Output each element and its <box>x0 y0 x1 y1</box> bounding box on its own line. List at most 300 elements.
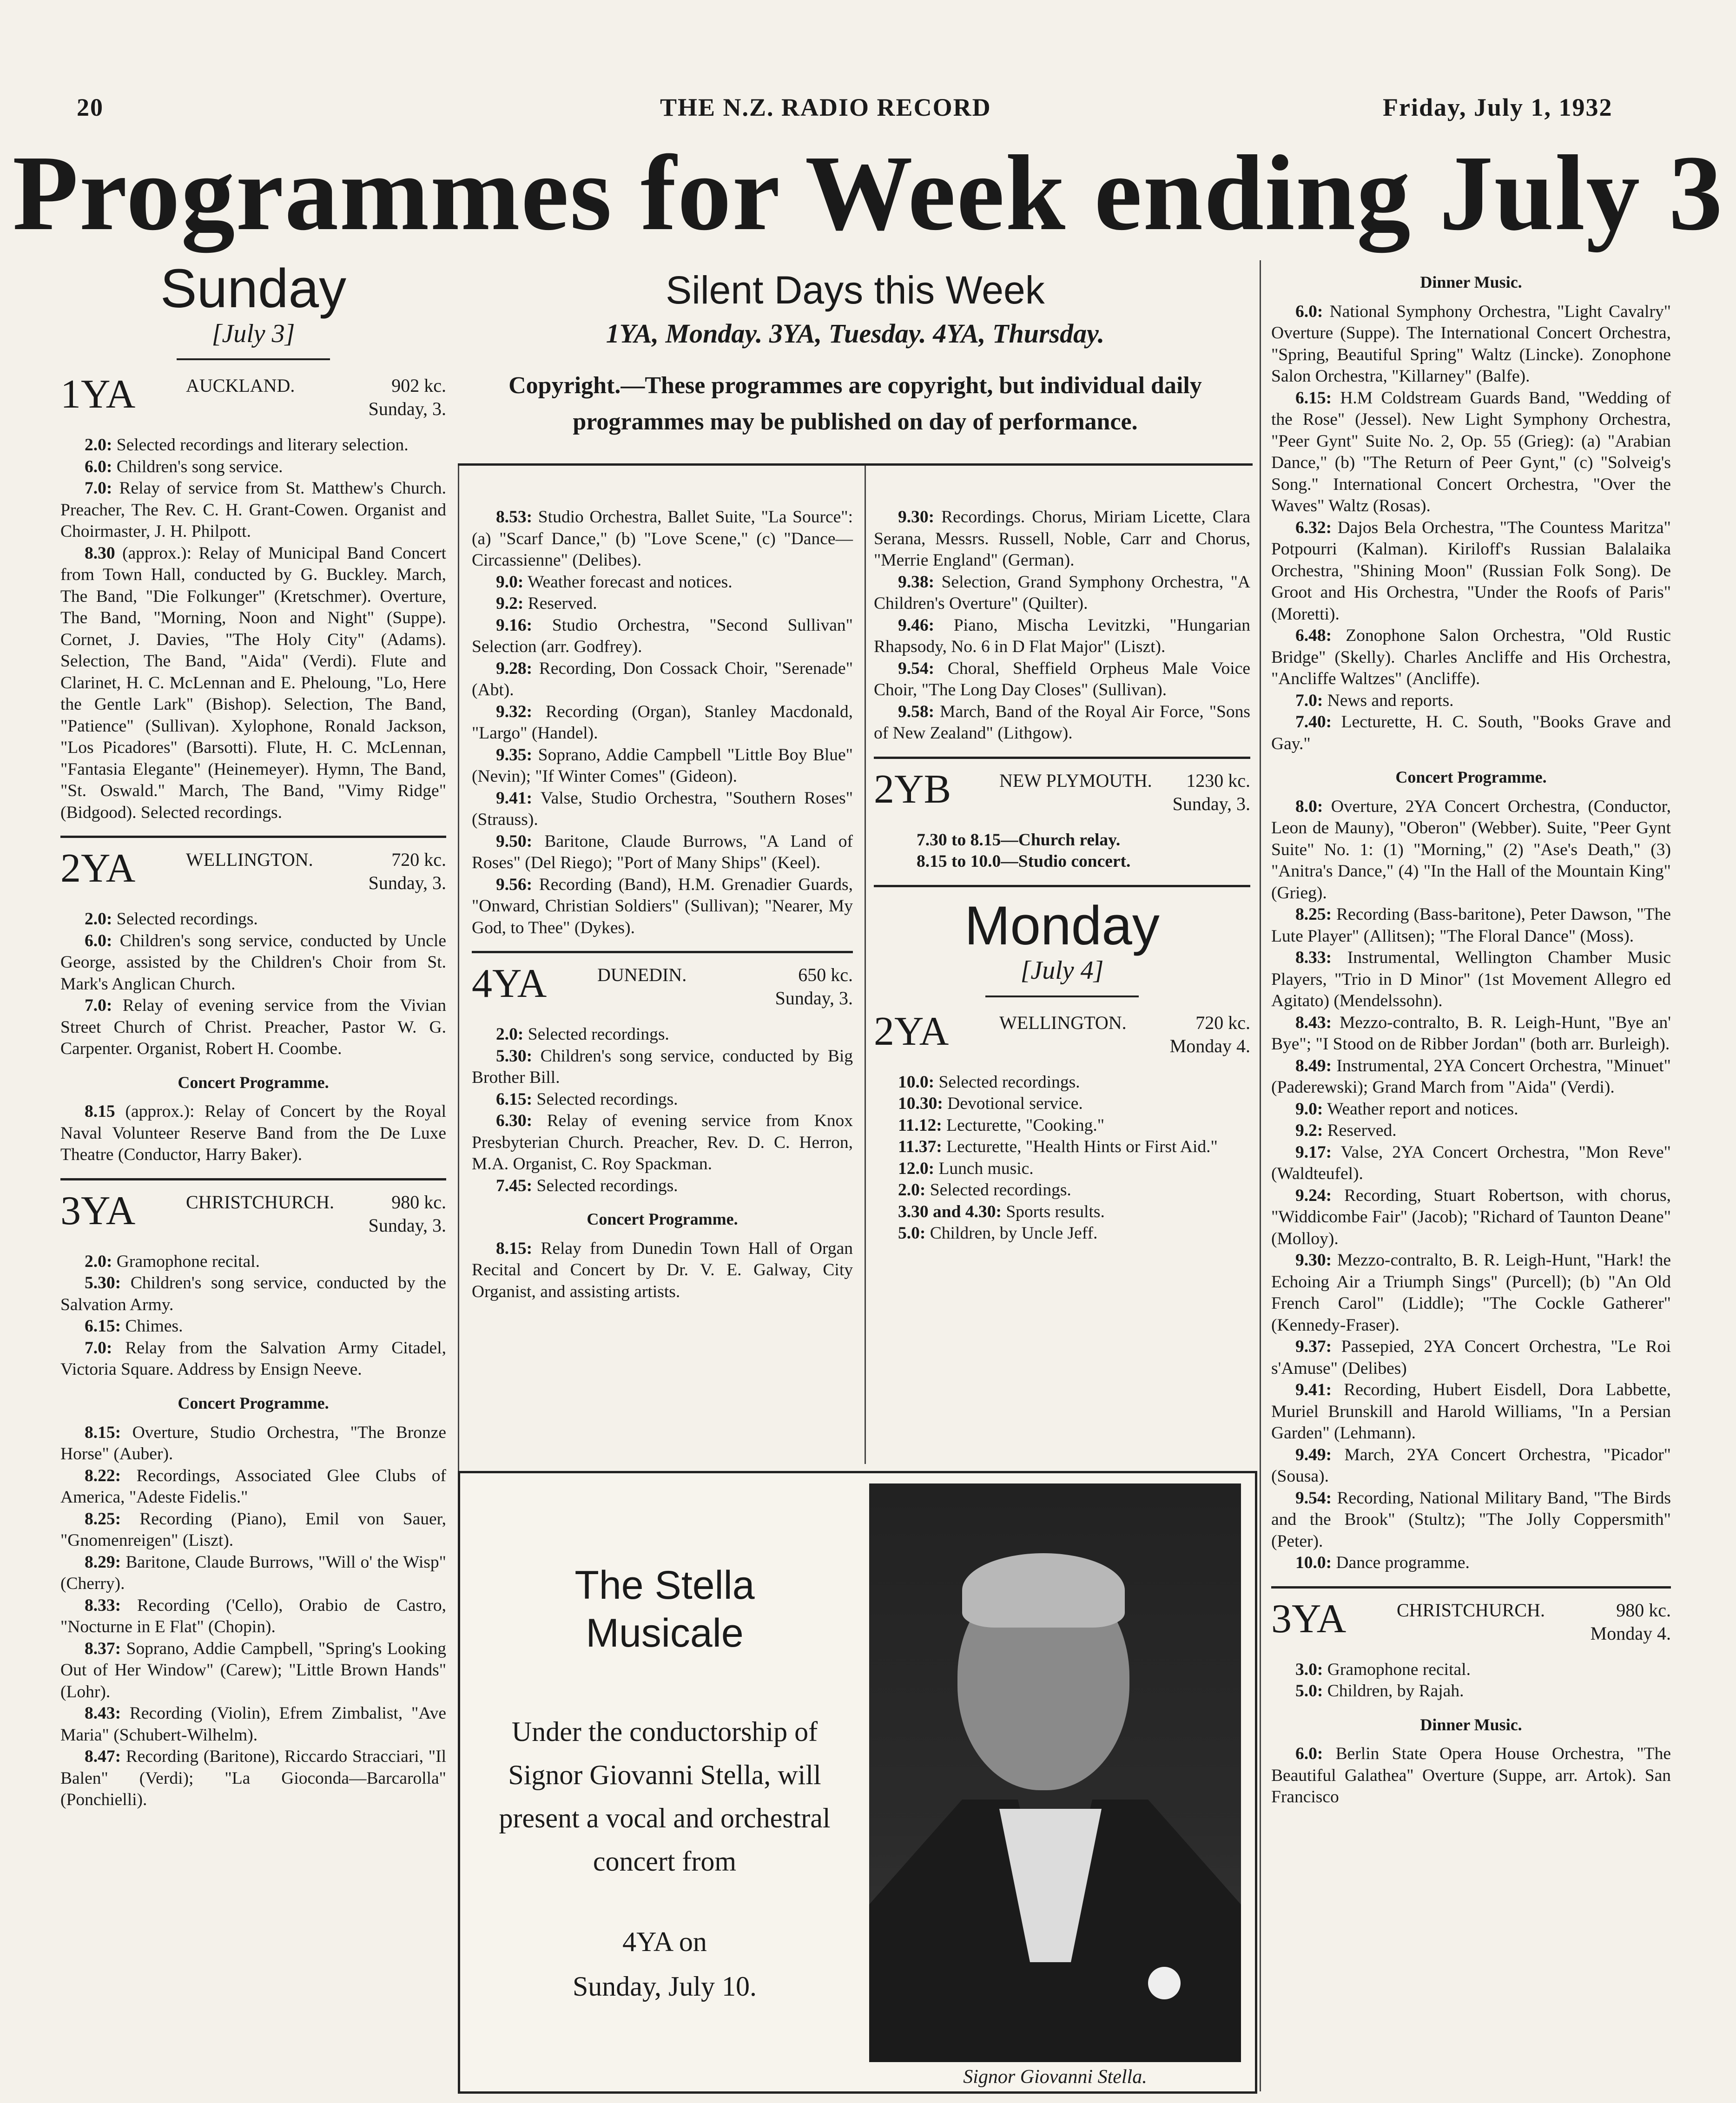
programme-time: 10.0: <box>1295 1553 1332 1573</box>
programme-time: 9.35: <box>496 745 533 765</box>
programme-list <box>1271 1659 1671 1702</box>
programme-list <box>1271 1743 1671 1808</box>
programme-text: Recording, Stuart Robertson, with chorus, "Widdicombe Fair" (Jacob); "Richard of Taunton Deane" (Molloy). <box>1271 1186 1671 1248</box>
programme-time: 8.43: <box>1295 1013 1332 1032</box>
divider <box>874 885 1250 887</box>
programme-text: Relay of evening service from Knox Presbyterian Church. Preacher, Rev. D. C. Herron, M.A. Organist, C. Roy Spackman. <box>472 1111 853 1173</box>
day-date-monday: [July 4] <box>1020 956 1104 985</box>
programme-text: March, 2YA Concert Orchestra, "Picador" (Sousa). <box>1271 1445 1671 1486</box>
programme-item <box>874 1158 1250 1180</box>
programme-item <box>60 1316 446 1338</box>
programme-item <box>60 478 446 543</box>
programme-text: Weather forecast and notices. <box>523 572 733 592</box>
programme-time: 8.22: <box>85 1466 121 1485</box>
programme-text: Children, by Rajah. <box>1323 1681 1464 1701</box>
station-frequency: 650 kc. <box>798 964 853 985</box>
programme-time: 2.0: <box>85 435 112 455</box>
lapel-badge <box>1148 1967 1181 1999</box>
programme-time: 6.0: <box>85 931 112 950</box>
programme-item <box>1271 1681 1671 1702</box>
section-subheading: Concert Programme. <box>1395 768 1547 787</box>
photo-caption: Signor Giovanni Stella. <box>963 2066 1147 2088</box>
section-subheading: Dinner Music. <box>1420 1715 1522 1734</box>
programme-item <box>1271 1379 1671 1444</box>
programme-time: 9.30: <box>898 508 935 527</box>
programme-text: March, Band of the Royal Air Force, "Sons of New Zealand" (Lithgow). <box>874 702 1250 743</box>
programme-text: Recording (Piano), Emil von Sauer, "Gnomenreigen" (Liszt). <box>60 1509 446 1550</box>
column-2 <box>472 507 853 1303</box>
programme-text: Selected recordings. <box>532 1176 678 1195</box>
programme-time: 11.12: <box>898 1115 942 1135</box>
programme-time: 8.15: <box>496 1239 533 1258</box>
programme-text: Selected recordings. <box>523 1025 669 1044</box>
stella-musicale-advertisement <box>458 1471 1257 2094</box>
programme-time: 2.0: <box>85 1252 112 1271</box>
programme-time: 9.58: <box>898 702 935 721</box>
programme-text: Mezzo-contralto, B. R. Leigh-Hunt, "Hark! the Echoing Air a Triumph Sings" (Purcell); (b) "An Old French Carol" (Liddle); "The Cockle Gatherer" (Kennedy-Fraser). <box>1271 1251 1671 1335</box>
programme-time: 8.29: <box>85 1552 121 1572</box>
programme-item <box>1271 301 1671 388</box>
programme-time: 7.45: <box>496 1176 533 1195</box>
ad-footer-line: Sunday, July 10. <box>572 1971 757 2002</box>
programme-text: Berlin State Opera House Orchestra, "The Beautiful Galathea" Overture (Suppe, arr. Artok). San Francisco <box>1271 1744 1671 1807</box>
silent-days-box <box>458 270 1253 466</box>
portrait-photo <box>869 1483 1241 2062</box>
programme-text: Baritone, Claude Burrows, "Will o' the Wisp" (Cherry). <box>60 1552 446 1594</box>
programme-time: 7.30 to 8.15 <box>917 830 1001 850</box>
programme-text: Children's song service, conducted by Uncle George, assisted by the Children's Choir from St. Mark's Anglican Church. <box>60 931 446 994</box>
programme-item <box>472 874 853 939</box>
programme-text: Recording, Don Cossack Choir, "Serenade" (Abt). <box>472 659 853 699</box>
station-city: CHRISTCHURCH. <box>186 1191 334 1213</box>
programme-item <box>472 507 853 572</box>
programme-item <box>1271 796 1671 904</box>
programme-time: 9.30: <box>1295 1251 1332 1270</box>
programme-text: Passepied, 2YA Concert Orchestra, "Le Roi s'Amuse" (Delibes) <box>1271 1337 1671 1378</box>
station-frequency: 720 kc. <box>1195 1012 1250 1033</box>
station-call: 4YA <box>472 961 547 1006</box>
programme-time: 9.24: <box>1295 1186 1332 1205</box>
programme-time: 8.0: <box>1295 797 1323 816</box>
programme-item <box>874 1223 1250 1245</box>
programme-text: Weather report and notices. <box>1323 1099 1518 1119</box>
station-frequency: 902 kc. <box>391 375 446 396</box>
programme-text: Soprano, Addie Campbell "Little Boy Blue" (Nevin); "If Winter Comes" (Gideon). <box>472 745 853 786</box>
divider <box>472 951 853 953</box>
programme-text: Recording (Violin), Efrem Zimbalist, "Ave Maria" (Schubert-Wilhelm). <box>60 1704 446 1745</box>
programme-time: 2.0: <box>898 1180 926 1200</box>
programme-text: Instrumental, 2YA Concert Orchestra, "Minuet" (Paderewski); Grand March from "Aida" (Verdi). <box>1271 1056 1671 1097</box>
ad-footer <box>479 1919 851 2009</box>
programme-text: Selected recordings. <box>112 910 258 929</box>
programme-text: (approx.): Relay of Concert by the Royal Naval Volunteer Reserve Band from the De Luxe Theatre (Conductor, Harry Baker). <box>60 1102 446 1165</box>
programme-time: 7.0: <box>1295 691 1323 710</box>
programme-time: 8.15 <box>85 1102 115 1121</box>
programme-item <box>472 745 853 788</box>
programme-text: Devotional service. <box>943 1094 1083 1114</box>
section-subheading: Dinner Music. <box>1420 273 1522 291</box>
programme-time: 9.54: <box>898 659 935 678</box>
programme-time: 9.56: <box>496 875 533 894</box>
programme-time: 8.43: <box>85 1704 121 1723</box>
programme-text: H.M Coldstream Guards Band, "Wedding of the Rose" (Jessel). New Light Symphony Orchestra, "Peer Gynt" Suite No. 2, Op. 55 (Grieg): (a) "Arabian Dance," (b) "The Return of Peer Gynt," (c) "Solveig's Song." International Concert Orchestra, "Over the Waves" Waltz (Rosas). <box>1271 388 1671 516</box>
publication-name: THE N.Z. RADIO RECORD <box>660 93 991 121</box>
programme-time: 10.30: <box>898 1094 943 1114</box>
programme-item <box>472 572 853 593</box>
programme-time: 8.33: <box>85 1595 121 1615</box>
divider <box>177 358 330 360</box>
programme-item <box>60 1552 446 1595</box>
programme-item <box>1271 1012 1671 1055</box>
programme-time: 9.50: <box>496 831 533 851</box>
programme-time: 10.0: <box>898 1072 935 1092</box>
programme-time: 5.30: <box>496 1046 533 1066</box>
station-day: Sunday, 3. <box>368 1214 446 1236</box>
programme-text: Recording, Hubert Eisdell, Dora Labbette, Muriel Brunskill and Harold Williams, "In a Persian Garden" (Lehmann). <box>1271 1380 1671 1443</box>
programme-item <box>60 435 446 456</box>
station-call: 3YA <box>1271 1596 1347 1642</box>
programme-item <box>472 831 853 874</box>
programme-list <box>60 435 446 824</box>
programme-time: 9.46: <box>898 615 935 635</box>
programme-list <box>874 830 1250 873</box>
programme-item <box>1271 1659 1671 1681</box>
station-city: CHRISTCHURCH. <box>1397 1599 1545 1621</box>
programme-item <box>60 1101 446 1166</box>
programme-text: Lecturette, "Health Hints or First Aid." <box>942 1137 1218 1157</box>
programme-text: Recording, National Military Band, "The Birds and the Brook" (Stultz); "The Jolly Coppersmith" (Peter). <box>1271 1488 1671 1551</box>
programme-text: Piano, Mischa Levitzki, "Hungarian Rhapsody, No. 6 in D Flat Major" (Liszt). <box>874 615 1250 656</box>
programme-text: Relay from Dunedin Town Hall of Organ Recital and Concert by Dr. V. E. Galway, City Organist, and assisting artists. <box>472 1239 853 1301</box>
programme-text: Chimes. <box>121 1317 183 1336</box>
column-1 <box>60 260 446 1811</box>
programme-item <box>874 1115 1250 1137</box>
programme-time: 11.37: <box>898 1137 942 1157</box>
section-subheading: Concert Programme. <box>178 1393 329 1412</box>
page-title: Programmes for Week ending July 3 <box>12 133 1724 253</box>
programme-text: Recording (Bass-baritone), Peter Dawson, "The Lute Player" (Allitsen); "The Floral Dance" (Moss). <box>1271 905 1671 946</box>
programme-item <box>874 1201 1250 1223</box>
programme-text: Mezzo-contralto, B. R. Leigh-Hunt, "Bye an' Bye"; "I Stood on de Ribber Jordan" (both arr. Burleigh). <box>1271 1013 1671 1054</box>
programme-time: 7.0: <box>85 479 112 498</box>
programme-text: —Church relay. <box>1001 830 1121 850</box>
programme-item <box>472 1089 853 1111</box>
programme-item <box>1271 1552 1671 1574</box>
station-city: AUCKLAND. <box>186 375 295 396</box>
programme-time: 7.40: <box>1295 712 1332 732</box>
column-rule <box>865 465 866 1464</box>
programme-text: Relay from the Salvation Army Citadel, Victoria Square. Address by Ensign Neeve. <box>60 1338 446 1379</box>
section-subheading: Concert Programme. <box>178 1073 329 1092</box>
station-header-2yb <box>874 766 1250 816</box>
programme-item <box>472 701 853 745</box>
programme-list <box>60 909 446 1060</box>
programme-item <box>60 1338 446 1381</box>
programme-item <box>1271 947 1671 1012</box>
programme-time: 6.30: <box>496 1111 533 1130</box>
programme-item <box>472 1238 853 1303</box>
programme-text: Selection, Grand Symphony Orchestra, "A Children's Overture" (Quilter). <box>874 572 1250 613</box>
station-header-1ya <box>60 374 446 421</box>
programme-text: Zonophone Salon Orchestra, "Old Rustic Bridge" (Skelly). Charles Ancliffe and His Orchestra, "Ancliffe Waltzes" (Ancliffe). <box>1271 626 1671 689</box>
programme-text: Instrumental, Wellington Chamber Music Players, "Trio in D Minor" (1st Movement Allegro ed Agitato) (Mendelssohn). <box>1271 948 1671 1011</box>
station-day: Sunday, 3. <box>775 988 853 1009</box>
programme-time: 9.38: <box>898 572 935 592</box>
station-header-2ya-monday <box>874 1011 1250 1058</box>
programme-time: 6.0: <box>1295 302 1323 321</box>
programme-item <box>472 1110 853 1175</box>
station-day: Monday 4. <box>1169 1035 1250 1056</box>
divider <box>458 463 1253 466</box>
programme-text: Sports results. <box>1001 1202 1105 1221</box>
station-header-3ya <box>60 1188 446 1237</box>
copyright-notice: Copyright.—These programmes are copyright, but individual daily programmes may be published on day of performance. <box>508 372 1202 435</box>
divider <box>60 1178 446 1180</box>
programme-text: Choral, Sheffield Orpheus Male Voice Choir, "The Long Day Closes" (Sullivan). <box>874 659 1250 699</box>
silent-days-stations: 1YA, Monday. 3YA, Tuesday. 4YA, Thursday. <box>606 318 1105 349</box>
programme-time: 9.37: <box>1295 1337 1332 1357</box>
programme-text: Recording (Organ), Stanley Macdonald, "Largo" (Handel). <box>472 702 853 743</box>
programme-time: 9.54: <box>1295 1488 1332 1508</box>
programme-time: 3.0: <box>1295 1660 1323 1679</box>
programme-list <box>472 1024 853 1197</box>
programme-time: 6.15: <box>85 1317 121 1336</box>
divider <box>874 757 1250 759</box>
programme-time: 8.30 <box>85 543 115 563</box>
programme-time: 9.0: <box>496 572 524 592</box>
programme-time: 2.0: <box>496 1025 524 1044</box>
station-day: Sunday, 3. <box>368 872 446 894</box>
programme-item <box>874 701 1250 745</box>
programme-time: 7.0: <box>85 1338 112 1358</box>
programme-time: 9.16: <box>496 615 533 635</box>
programme-item <box>60 1638 446 1703</box>
station-frequency: 980 kc. <box>391 1191 446 1213</box>
station-header-3ya-monday <box>1271 1596 1671 1645</box>
station-call: 3YA <box>60 1188 136 1233</box>
programme-time: 9.17: <box>1295 1142 1332 1162</box>
programme-time: 3.30 and 4.30: <box>898 1202 1002 1221</box>
day-heading-monday: Monday <box>964 895 1160 956</box>
programme-text: Children's song service, conducted by the Salvation Army. <box>60 1273 446 1314</box>
programme-time: 8.25: <box>85 1509 121 1529</box>
programme-time: 9.2: <box>496 594 524 613</box>
programme-text: Baritone, Claude Burrows, "A Land of Roses" (Del Riego); "Port of Many Ships" (Keel). <box>472 831 853 872</box>
programme-item <box>1271 388 1671 517</box>
programme-text: Children, by Uncle Jeff. <box>925 1224 1098 1243</box>
programme-item <box>472 593 853 615</box>
programme-list <box>472 507 853 939</box>
programme-item <box>1271 1120 1671 1142</box>
station-frequency: 980 kc. <box>1616 1599 1671 1621</box>
programme-item <box>874 1180 1250 1201</box>
programme-item <box>60 1703 446 1746</box>
station-day: Sunday, 3. <box>1172 793 1250 814</box>
programme-time: 9.41: <box>1295 1380 1332 1400</box>
programme-text: Recording (Band), H.M. Grenadier Guards, "Onward, Christian Soldiers" (Sullivan); "Nearer, My God, to Thee" (Dykes). <box>472 875 853 937</box>
programme-item <box>60 930 446 995</box>
ad-title <box>479 1562 851 1657</box>
day-heading-sunday: Sunday <box>160 258 347 319</box>
programme-item <box>472 788 853 831</box>
section-subheading: Concert Programme. <box>587 1210 738 1228</box>
programme-time: 6.32: <box>1295 518 1332 537</box>
programme-text: Selected recordings and literary selection. <box>112 435 409 455</box>
programme-time: 8.25: <box>1295 905 1332 924</box>
programme-text: Recordings. Chorus, Miriam Licette, Clara Serana, Messrs. Russell, Noble, Carr and Chorus, "Merrie England" (German). <box>874 508 1250 570</box>
programme-text: Selected recordings. <box>925 1180 1071 1200</box>
programme-text: Overture, Studio Orchestra, "The Bronze Horse" (Auber). <box>60 1423 446 1464</box>
ad-body: Under the conductorship of Signor Giovanni Stella, will present a vocal and orchestral concert from <box>499 1716 831 1877</box>
programme-item <box>1271 690 1671 712</box>
programme-item <box>60 1465 446 1509</box>
station-city: DUNEDIN. <box>597 964 687 985</box>
programme-item <box>60 909 446 930</box>
station-city: NEW PLYMOUTH. <box>999 770 1152 791</box>
station-call: 2YB <box>874 766 951 812</box>
station-frequency: 720 kc. <box>391 849 446 870</box>
programme-item <box>1271 712 1671 755</box>
programme-time: 9.32: <box>496 702 533 721</box>
issue-date: Friday, July 1, 1932 <box>1383 93 1613 121</box>
programme-time: 6.0: <box>1295 1744 1323 1764</box>
programme-text: Gramophone recital. <box>112 1252 260 1271</box>
programme-item <box>472 1024 853 1046</box>
ad-title-line: Musicale <box>586 1611 744 1656</box>
programme-text: Reserved. <box>523 594 597 613</box>
column-4 <box>1271 272 1671 1808</box>
programme-time: 5.0: <box>1295 1681 1323 1701</box>
programme-item <box>1271 1055 1671 1099</box>
programme-text: Studio Orchestra, "Second Sullivan" Selection (arr. Godfrey). <box>472 615 853 656</box>
programme-time: 8.49: <box>1295 1056 1332 1075</box>
station-day: Monday 4. <box>1590 1622 1671 1644</box>
programme-item <box>892 851 1250 873</box>
programme-time: 6.0: <box>85 457 112 476</box>
programme-text: Overture, 2YA Concert Orchestra, (Conductor, Leon de Mauny), "Oberon" (Webber). Suite, "Peer Gynt Suite" No. 1: (1) "Morning," (2) "Ase's Death," (3) "Anitra's Dance," (4) "In the Hall of the Mountain King" (Grieg). <box>1271 797 1671 903</box>
portrait-hair <box>962 1553 1125 1628</box>
programme-text: Relay of service from St. Matthew's Church. Preacher, The Rev. C. H. Grant-Cowen. Organist and Choirmaster, J. H. Philpott. <box>60 479 446 541</box>
programme-text: Lecturette, H. C. South, "Books Grave and Gay." <box>1271 712 1671 753</box>
programme-item <box>1271 1099 1671 1121</box>
programme-item <box>874 1072 1250 1094</box>
programme-time: 9.49: <box>1295 1445 1332 1464</box>
programme-text: (approx.): Relay of Municipal Band Concert from Town Hall, conducted by G. Buckley. March, The Band, "Die Folkunger" (Kretschmer). Overture, The Band, "Morning, Noon and Night" (Suppe). Cornet, J. Davies, "The Holy City" (Adams). Selection, The Band, "Aida" (Verdi). Flute and Clarinet, H. C. McLennan and E. Pheloung, "Lo, Here the Gentle Lark" (Bishop). Selection, The Band, "Patience" (Sullivan). Xylophone, Ronald Jackson, "Los Picadores" (Barsotti). Flute, H. C. McLennan, "Fantasia Elegante" (Heinemeyer). Hymn, The Band, "St. Oswald." March, The Band, "Vimy Ridge" (Bidgood). Selected recordings. <box>60 543 446 822</box>
programme-time: 5.30: <box>85 1273 121 1293</box>
programme-text: Recording (Baritone), Riccardo Stracciari, "Il Balen" (Verdi); "La Gioconda—Barcarolla" (Ponchielli). <box>60 1747 446 1810</box>
programme-time: 9.41: <box>496 788 533 808</box>
station-header-2ya <box>60 848 446 895</box>
programme-item <box>874 658 1250 701</box>
station-city: WELLINGTON. <box>999 1012 1127 1033</box>
programme-time: 6.15: <box>1295 388 1332 408</box>
ad-title-line: The Stella <box>574 1563 755 1608</box>
programme-item <box>1271 625 1671 690</box>
programme-item <box>892 830 1250 851</box>
programme-item <box>1271 1250 1671 1336</box>
programme-item <box>60 1272 446 1316</box>
programme-time: 2.0: <box>85 910 112 929</box>
programme-time: 6.15: <box>496 1089 533 1109</box>
programme-text: Selected recordings. <box>934 1072 1080 1092</box>
programme-text: Valse, Studio Orchestra, "Southern Roses" (Strauss). <box>472 788 853 829</box>
programme-text: Children's song service, conducted by Big Brother Bill. <box>472 1046 853 1087</box>
programme-item <box>874 615 1250 658</box>
programme-time: 8.47: <box>85 1747 121 1767</box>
programme-item <box>472 1175 853 1197</box>
programme-item <box>60 456 446 478</box>
programme-list <box>874 507 1250 745</box>
column-rule <box>1260 260 1261 2091</box>
programme-list <box>60 1422 446 1811</box>
programme-text: Selected recordings. <box>532 1089 678 1109</box>
station-day: Sunday, 3. <box>368 398 446 420</box>
programme-item <box>1271 1444 1671 1488</box>
station-call: 2YA <box>60 846 136 891</box>
programme-text: National Symphony Orchestra, "Light Cavalry" Overture (Suppe). The International Concert Orchestra, "Spring, Beautiful Spring" Waltz (Lincke). Zonophone Salon Orchestra, "Killarney" (Balfe). <box>1271 302 1671 386</box>
programme-item <box>1271 1336 1671 1379</box>
programme-text: Recordings, Associated Glee Clubs of America, "Adeste Fidelis." <box>60 1466 446 1507</box>
programme-item <box>60 1595 446 1638</box>
programme-text: Gramophone recital. <box>1323 1660 1471 1679</box>
programme-item <box>60 1509 446 1552</box>
page-number: 20 <box>77 93 104 121</box>
programme-time: 8.53: <box>496 508 533 527</box>
programme-time: 8.37: <box>85 1639 121 1658</box>
programme-text: Children's song service. <box>112 457 283 476</box>
programme-item <box>60 1422 446 1465</box>
divider <box>1271 1586 1671 1589</box>
station-call: 1YA <box>60 372 136 417</box>
programme-item <box>1271 1185 1671 1250</box>
programme-time: 8.33: <box>1295 948 1332 968</box>
programme-item <box>60 543 446 824</box>
programme-item <box>472 615 853 658</box>
programme-time: 6.48: <box>1295 626 1332 646</box>
ad-footer-line: 4YA on <box>622 1926 707 1957</box>
programme-item <box>60 1746 446 1811</box>
programme-text: Soprano, Addie Campbell, "Spring's Looking Out of Her Window" (Carew); "Little Brown Hands" (Lohr). <box>60 1639 446 1701</box>
programme-text: News and reports. <box>1323 691 1454 710</box>
programme-list <box>1271 301 1671 755</box>
silent-days-heading: Silent Days this Week <box>666 268 1045 312</box>
programme-time: 9.2: <box>1295 1121 1323 1140</box>
programme-time: 7.0: <box>85 996 112 1015</box>
programme-item <box>472 658 853 701</box>
divider <box>60 836 446 838</box>
programme-text: Dance programme. <box>1332 1553 1470 1573</box>
programme-item <box>874 572 1250 615</box>
programme-list <box>60 1101 446 1166</box>
programme-item <box>472 1046 853 1089</box>
programme-item <box>874 1093 1250 1115</box>
day-date-sunday: [July 3] <box>211 319 295 348</box>
programme-item <box>1271 1142 1671 1185</box>
programme-text: Reserved. <box>1323 1121 1397 1140</box>
programme-list <box>1271 796 1671 1574</box>
programme-list <box>60 1251 446 1381</box>
programme-list <box>874 1072 1250 1245</box>
station-frequency: 1230 kc. <box>1186 770 1250 791</box>
programme-item <box>60 995 446 1060</box>
station-header-4ya <box>472 963 853 1010</box>
programme-text: Studio Orchestra, Ballet Suite, "La Source": (a) "Scarf Dance," (b) "Love Scene," (c) "Dance—Circassienne" (Delibes). <box>472 508 853 570</box>
programme-list <box>472 1238 853 1303</box>
station-call: 2YA <box>874 1009 949 1054</box>
programme-item <box>874 1136 1250 1158</box>
programme-item <box>60 1251 446 1273</box>
programme-item <box>1271 517 1671 626</box>
